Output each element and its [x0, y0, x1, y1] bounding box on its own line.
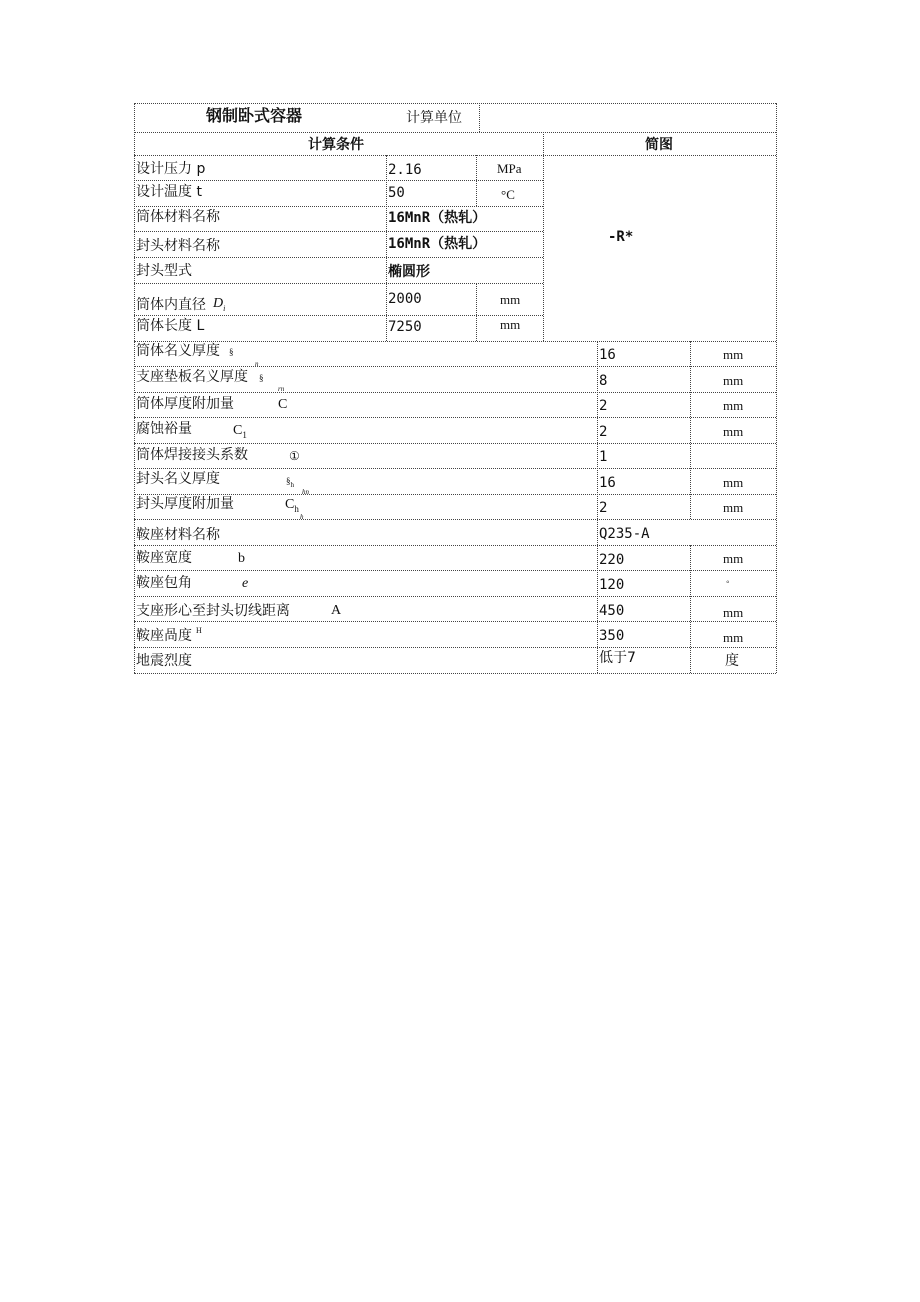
design-temperature-unit: °C [501, 187, 515, 202]
grid-line [479, 103, 480, 132]
pad-nominal-thickness-value: 8 [599, 373, 608, 389]
saddle-material-value: Q235-A [599, 526, 650, 542]
conditions-header: 计算条件 [308, 137, 364, 153]
seismic-intensity-value: 低于7 [599, 650, 636, 666]
support-distance-value: 450 [599, 603, 625, 619]
shell-nominal-thickness-label: 筒体名义厚度 [136, 343, 220, 359]
shell-inner-diameter-symbol: $D_i$ [213, 296, 226, 313]
saddle-width-label: 鞍座宽度 [136, 550, 192, 566]
head-material-value: 16MnR（热轧） [388, 236, 487, 252]
head-thickness-allowance-label: 封头厚度附加量 [136, 496, 234, 512]
grid-line [134, 180, 543, 181]
shell-nominal-thickness-mark: n [255, 360, 259, 368]
saddle-width-symbol: b [238, 551, 245, 566]
grid-line [134, 283, 543, 284]
grid-line [776, 103, 777, 673]
seismic-intensity-label: 地震烈度 [136, 653, 192, 669]
weld-joint-factor-value: 1 [599, 449, 608, 465]
grid-line [134, 341, 776, 342]
grid-line [476, 155, 477, 206]
shell-thickness-allowance-label: 筒体厚度附加量 [136, 396, 234, 412]
support-distance-label: 支座形心至封头切线距离 [136, 603, 290, 619]
design-pressure-value: 2.16 [388, 162, 422, 178]
head-nominal-thickness-mark: hn [302, 488, 309, 496]
head-material-label: 封头材料名称 [136, 238, 220, 254]
grid-line [134, 257, 543, 258]
shell-nominal-thickness-value: 16 [599, 347, 616, 363]
weld-joint-factor-symbol: ① [289, 449, 300, 463]
saddle-height-label: 鞍座咼度 [136, 628, 192, 644]
grid-line [476, 283, 477, 341]
weld-joint-factor-label: 筒体焊接接头系数 [136, 447, 248, 463]
shell-length-label: 筒体长度 L [136, 318, 205, 334]
grid-line [134, 545, 776, 546]
support-distance-symbol: A [331, 603, 342, 618]
head-type-label: 封头型式 [136, 263, 192, 279]
pad-nominal-thickness-label: 支座垫板名义厚度 [136, 369, 248, 385]
head-nominal-thickness-label: 封头名义厚度 [136, 471, 220, 487]
unit-label: 计算单位 [406, 110, 462, 126]
page-title: 钢制卧式容器 [206, 106, 303, 125]
saddle-height-unit: mm [723, 630, 744, 645]
saddle-angle-unit: ◦ [726, 577, 730, 588]
saddle-material-label: 鞍座材料名称 [136, 527, 220, 543]
saddle-width-unit: mm [723, 551, 744, 566]
grid-line [134, 673, 776, 674]
shell-inner-diameter-value: 2000 [388, 291, 422, 307]
head-nominal-thickness-symbol: $\S_h$ [286, 476, 294, 489]
shell-thickness-allowance-unit: mm [723, 398, 744, 413]
grid-line [134, 443, 776, 444]
corrosion-allowance-symbol: $C_1$ [233, 423, 247, 440]
head-thickness-allowance-symbol: $C_h$ [285, 497, 299, 514]
head-nominal-thickness-unit: mm [723, 475, 744, 490]
saddle-height-symbol: H [196, 626, 202, 635]
grid-line [134, 519, 776, 520]
shell-length-value: 7250 [388, 319, 422, 335]
design-pressure-label: 设计压力 p [136, 161, 206, 177]
shell-material-value: 16MnR（热轧） [388, 210, 487, 226]
sketch-text: -R* [608, 229, 634, 245]
grid-line [386, 155, 387, 341]
support-distance-unit: mm [723, 605, 744, 620]
head-type-value: 椭圆形 [388, 264, 430, 280]
head-thickness-allowance-value: 2 [599, 500, 608, 516]
grid-line [134, 596, 776, 597]
grid-line [134, 206, 543, 207]
shell-thickness-allowance-value: 2 [599, 398, 608, 414]
pad-nominal-thickness-mark: rn [278, 385, 285, 393]
corrosion-allowance-unit: mm [723, 424, 744, 439]
grid-line [134, 647, 776, 648]
shell-length-unit: mm [500, 317, 521, 332]
saddle-width-value: 220 [599, 552, 625, 568]
shell-thickness-allowance-symbol: C [278, 397, 288, 412]
shell-inner-diameter-unit: mm [500, 292, 521, 307]
grid-line [134, 494, 776, 495]
design-temperature-value: 50 [388, 185, 405, 201]
head-nominal-thickness-value: 16 [599, 475, 616, 491]
design-temperature-label: 设计温度 t [136, 184, 202, 200]
corrosion-allowance-label: 腐蚀裕量 [136, 421, 192, 437]
grid-line [134, 621, 776, 622]
grid-line [543, 132, 544, 341]
head-thickness-allowance-unit: mm [723, 500, 744, 515]
grid-line [134, 392, 776, 393]
grid-line [134, 570, 776, 571]
saddle-angle-label: 鞍座包角 [136, 575, 192, 591]
head-thickness-allowance-mark: h [300, 513, 304, 521]
grid-line [690, 341, 691, 519]
grid-line [690, 545, 691, 673]
sketch-header: 简图 [645, 137, 673, 153]
grid-line [134, 366, 776, 367]
corrosion-allowance-value: 2 [599, 424, 608, 440]
shell-nominal-thickness-unit: mm [723, 347, 744, 362]
grid-line [134, 103, 135, 673]
seismic-intensity-unit: 度 [725, 653, 739, 669]
grid-line [134, 155, 776, 156]
shell-inner-diameter-label: 筒体内直径 [136, 297, 206, 313]
pad-nominal-thickness-unit: mm [723, 373, 744, 388]
design-pressure-unit: MPa [497, 161, 522, 176]
grid-line [134, 417, 776, 418]
grid-line [134, 103, 776, 104]
grid-line [597, 341, 598, 673]
shell-material-label: 筒体材料名称 [136, 209, 220, 225]
grid-line [134, 231, 543, 232]
shell-nominal-thickness-symbol: § [229, 347, 234, 357]
grid-line [134, 132, 776, 133]
grid-line [134, 315, 543, 316]
grid-line [134, 468, 776, 469]
pad-nominal-thickness-symbol: § [259, 373, 264, 383]
saddle-height-value: 350 [599, 628, 625, 644]
saddle-angle-symbol: e [242, 576, 249, 591]
saddle-angle-value: 120 [599, 577, 625, 593]
